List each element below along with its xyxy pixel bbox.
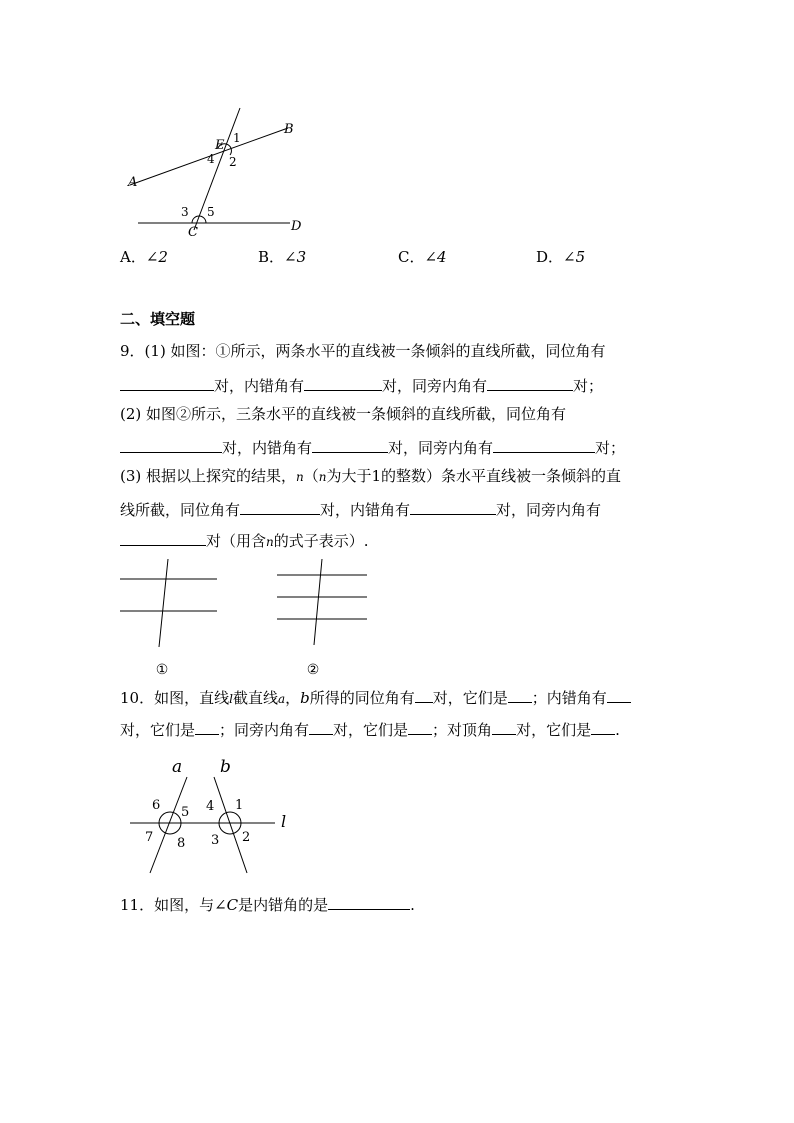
angle-label-3: 3 bbox=[211, 833, 220, 848]
q10-text: 对，它们是 bbox=[432, 689, 508, 707]
q10-text: . bbox=[615, 721, 620, 739]
q10-blank-7[interactable] bbox=[492, 720, 516, 735]
q9-blank-alternate-n[interactable] bbox=[410, 500, 496, 515]
q10-text: 所得的同位角有 bbox=[309, 689, 415, 707]
q9-part2-line2 bbox=[120, 438, 625, 456]
option-a-letter: A． bbox=[120, 248, 146, 266]
figure-two-parallel-lines bbox=[115, 555, 230, 675]
q9-text: 的式子表示）. bbox=[273, 532, 369, 550]
q9-part1-line2 bbox=[120, 376, 603, 394]
q9-text: 对； bbox=[573, 377, 604, 395]
label-line-l: l bbox=[281, 812, 287, 831]
figure-q10-lines bbox=[125, 755, 300, 880]
var-l: l bbox=[229, 692, 233, 706]
q11-line bbox=[120, 895, 415, 913]
q10-text: ；对顶角 bbox=[432, 721, 493, 739]
q10-blank-6[interactable] bbox=[408, 720, 432, 735]
q11-blank[interactable] bbox=[328, 895, 410, 910]
q10-text: ；内错角有 bbox=[531, 689, 607, 707]
q10-blank-4[interactable] bbox=[195, 720, 219, 735]
q9-text: （ bbox=[303, 467, 319, 485]
q9-text: 对； bbox=[595, 439, 626, 457]
q10-text: 对，它们是 bbox=[333, 721, 409, 739]
var-b: b bbox=[300, 689, 310, 707]
q10-text: 截直线 bbox=[232, 689, 278, 707]
q9-text: 对，同旁内角有 bbox=[382, 377, 488, 395]
var-n: n bbox=[266, 535, 274, 549]
q9-blank-corresponding-1[interactable] bbox=[120, 376, 214, 391]
label-b: B bbox=[284, 122, 294, 137]
q11-text: . bbox=[410, 896, 415, 914]
q9-text: 对，内错角有 bbox=[214, 377, 305, 395]
q9-part3-line2 bbox=[120, 500, 601, 518]
option-a-value: ∠2 bbox=[145, 248, 168, 266]
q9-text: 对（用含 bbox=[206, 532, 267, 550]
label-line-a: a bbox=[172, 757, 183, 777]
angle-label-1: 1 bbox=[233, 131, 241, 145]
q10-line2 bbox=[120, 720, 620, 738]
q10-line1 bbox=[120, 688, 631, 706]
figure-angles-transversal bbox=[120, 100, 320, 240]
q9-text: 对，同旁内角有 bbox=[496, 501, 602, 519]
q9-text: 为大于1的整数）条水平直线被一条倾斜的直 bbox=[326, 467, 622, 485]
option-d[interactable] bbox=[536, 250, 585, 265]
q9-blank-alternate-1[interactable] bbox=[304, 376, 382, 391]
angle-label-3: 3 bbox=[181, 205, 189, 219]
fig-label-1: ① bbox=[155, 662, 169, 675]
var-n: n bbox=[296, 470, 304, 484]
angle-label-8: 8 bbox=[177, 836, 186, 851]
slanted-line bbox=[314, 559, 322, 645]
fig-label-2: ② bbox=[306, 662, 320, 675]
var-a: a bbox=[277, 692, 286, 706]
option-d-value: ∠5 bbox=[563, 248, 586, 266]
option-b-value: ∠3 bbox=[284, 248, 307, 266]
q10-blank-5[interactable] bbox=[309, 720, 333, 735]
angle-label-2: 2 bbox=[229, 155, 237, 169]
q9-text: 对，同旁内角有 bbox=[388, 439, 494, 457]
q9-blank-alternate-2[interactable] bbox=[312, 438, 388, 453]
option-b[interactable] bbox=[258, 250, 306, 265]
angle-label-5: 5 bbox=[181, 805, 190, 820]
label-d: D bbox=[291, 219, 302, 234]
q10-text: ；同旁内角有 bbox=[219, 721, 310, 739]
option-c-value: ∠4 bbox=[424, 248, 447, 266]
q9-blank-sameside-n[interactable] bbox=[120, 531, 206, 546]
line-transversal bbox=[194, 108, 240, 230]
angle-label-2: 2 bbox=[242, 830, 251, 845]
q9-blank-corresponding-2[interactable] bbox=[120, 438, 222, 453]
angle-label-4: 4 bbox=[207, 152, 215, 166]
label-e: E bbox=[215, 138, 225, 153]
q10-text: 对，它们是 bbox=[516, 721, 592, 739]
q9-blank-sameside-1[interactable] bbox=[487, 376, 573, 391]
q9-blank-sameside-2[interactable] bbox=[493, 438, 595, 453]
label-line-b: b bbox=[220, 757, 231, 777]
option-d-letter: D． bbox=[536, 248, 564, 266]
q10-blank-1[interactable] bbox=[415, 688, 433, 703]
label-a: A bbox=[128, 175, 138, 190]
angle-c: ∠C bbox=[214, 896, 239, 914]
option-b-letter: B． bbox=[258, 248, 285, 266]
section-title: 二、填空题 bbox=[120, 310, 196, 328]
var-n: n bbox=[318, 470, 327, 484]
angle-label-5: 5 bbox=[207, 205, 215, 219]
q10-text: 10．如图，直线 bbox=[120, 689, 230, 707]
q10-text: ， bbox=[285, 689, 301, 707]
q9-part2-line1: (2) 如图②所示，三条水平的直线被一条倾斜的直线所截，同位角有 bbox=[120, 405, 567, 423]
option-c-letter: C． bbox=[398, 248, 425, 266]
line-a bbox=[150, 777, 190, 873]
q9-part3-line1 bbox=[120, 469, 621, 484]
angle-label-4: 4 bbox=[206, 799, 215, 814]
option-a[interactable] bbox=[120, 250, 168, 265]
q9-text: 对，内错角有 bbox=[222, 439, 313, 457]
angle-label-7: 7 bbox=[145, 830, 154, 845]
option-c[interactable] bbox=[398, 250, 447, 265]
q9-part3-line3 bbox=[120, 531, 369, 549]
q9-text: 线所截，同位角有 bbox=[120, 501, 241, 519]
q9-blank-corresponding-n[interactable] bbox=[240, 500, 320, 515]
q11-text: 是内错角的是 bbox=[238, 896, 329, 914]
q10-text: 对，它们是 bbox=[120, 721, 196, 739]
figure-three-parallel-lines bbox=[270, 555, 380, 675]
angle-label-6: 6 bbox=[152, 798, 161, 813]
q11-text: 11．如图，与 bbox=[120, 896, 215, 914]
slanted-line bbox=[159, 559, 168, 647]
q10-blank-3[interactable] bbox=[607, 688, 631, 703]
label-c: C bbox=[188, 225, 198, 240]
q9-part1-line1: 9．(1) 如图：①所示，两条水平的直线被一条倾斜的直线所截，同位角有 bbox=[120, 342, 606, 360]
angle-label-1: 1 bbox=[235, 798, 244, 813]
q10-blank-2[interactable] bbox=[508, 688, 532, 703]
q10-blank-8[interactable] bbox=[591, 720, 615, 735]
q9-text: (3) 根据以上探究的结果， bbox=[120, 467, 297, 485]
q9-text: 对，内错角有 bbox=[320, 501, 411, 519]
